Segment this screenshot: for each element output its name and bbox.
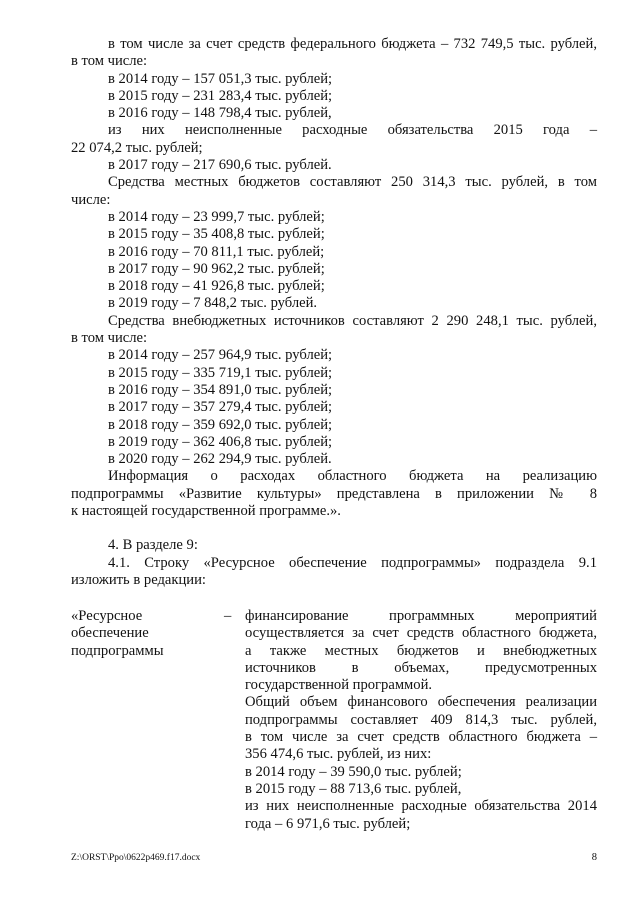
table-body-line: источников в объемах, предусмотренных <box>245 659 597 676</box>
table-label-line: обеспечение <box>71 625 149 642</box>
text-line: в 2017 году – 90 962,2 тыс. рублей; <box>108 260 325 277</box>
text-line: 22 074,2 тыс. рублей; <box>71 139 203 156</box>
text-line: в 2015 году – 335 719,1 тыс. рублей; <box>108 364 333 381</box>
table-dash: – <box>224 608 232 624</box>
body-text <box>71 36 597 589</box>
text-line: в 2014 году – 257 964,9 тыс. рублей; <box>108 347 333 364</box>
table-label-line: «Ресурсное <box>71 608 143 624</box>
text-line: в 2016 году – 148 798,4 тыс. рублей, <box>108 105 332 122</box>
text-line: Средства местных бюджетов составляют 250 314,3 тыс. рублей, в том <box>108 174 597 191</box>
text-line: в 2017 году – 217 690,6 тыс. рублей. <box>108 157 332 174</box>
table-body-line: в 2015 году – 88 713,6 тыс. рублей, <box>245 780 462 797</box>
page-number: 8 <box>591 852 597 863</box>
text-line: в 2018 году – 41 926,8 тыс. рублей; <box>108 278 325 295</box>
text-line: в 2016 году – 70 811,1 тыс. рублей; <box>108 243 325 260</box>
text-line: в том числе за счет средств федерального бюджета – 732 749,5 тыс. рублей, <box>108 36 597 52</box>
text-line: из них неисполненные расходные обязательства 2015 года – <box>108 122 597 139</box>
text-line: в 2014 году – 157 051,3 тыс. рублей; <box>108 70 333 87</box>
text-line: подпрограммы «Развитие культуры» представлена в приложении № 8 <box>71 485 597 502</box>
table-body-column <box>245 608 597 833</box>
table-body-line: а также местных бюджетов и внебюджетных <box>245 642 597 659</box>
text-line: 4.1. Строку «Ресурсное обеспечение подпрограммы» подраздела 9.1 <box>108 554 597 571</box>
text-line: в 2018 году – 359 692,0 тыс. рублей; <box>108 416 333 433</box>
text-line <box>71 520 597 537</box>
table-body-line: подпрограммы составляет 409 814,3 тыс. рублей, <box>245 711 597 728</box>
text-line: в том числе: <box>71 53 148 70</box>
text-line: в 2015 году – 35 408,8 тыс. рублей; <box>108 226 325 243</box>
table-body-line: из них неисполненные расходные обязательства 2014 <box>245 798 597 815</box>
table-body-line: финансирование программных мероприятий <box>245 608 597 624</box>
table-body-line: 356 474,6 тыс. рублей, из них: <box>245 746 432 763</box>
text-line: числе: <box>71 191 111 208</box>
table-body-line: в том числе за счет средств областного бюджета – <box>245 729 597 746</box>
text-line: в 2019 году – 362 406,8 тыс. рублей; <box>108 433 333 450</box>
text-line: к настоящей государственной программе.». <box>71 503 341 520</box>
table-body-line: в 2014 году – 39 590,0 тыс. рублей; <box>245 763 462 780</box>
text-line: в 2016 году – 354 891,0 тыс. рублей; <box>108 381 333 398</box>
text-line: в 2020 году – 262 294,9 тыс. рублей. <box>108 451 332 468</box>
table-label-column <box>71 608 221 660</box>
text-line: в 2014 году – 23 999,7 тыс. рублей; <box>108 208 325 225</box>
footer-file-path: Z:\ORST\Ppo\0622p469.f17.docx <box>71 853 201 863</box>
table-body-line: осуществляется за счет средств областного бюджета, <box>245 625 597 642</box>
text-line: 4. В разделе 9: <box>108 537 198 554</box>
text-line: в 2017 году – 357 279,4 тыс. рублей; <box>108 399 333 416</box>
table-label-line: подпрограммы <box>71 642 164 659</box>
table-body-line: Общий объем финансового обеспечения реализации <box>245 694 597 711</box>
text-line: в 2019 году – 7 848,2 тыс. рублей. <box>108 295 318 312</box>
text-line: Информация о расходах областного бюджета на реализацию <box>108 468 597 485</box>
table-body-line: года – 6 971,6 тыс. рублей; <box>245 815 411 832</box>
text-line: в том числе: <box>71 330 148 347</box>
text-line: в 2015 году – 231 283,4 тыс. рублей; <box>108 87 333 104</box>
text-line: изложить в редакции: <box>71 571 206 588</box>
table-body-line: государственной программой. <box>245 677 433 694</box>
text-line: Средства внебюджетных источников составляют 2 290 248,1 тыс. рублей, <box>108 312 597 329</box>
